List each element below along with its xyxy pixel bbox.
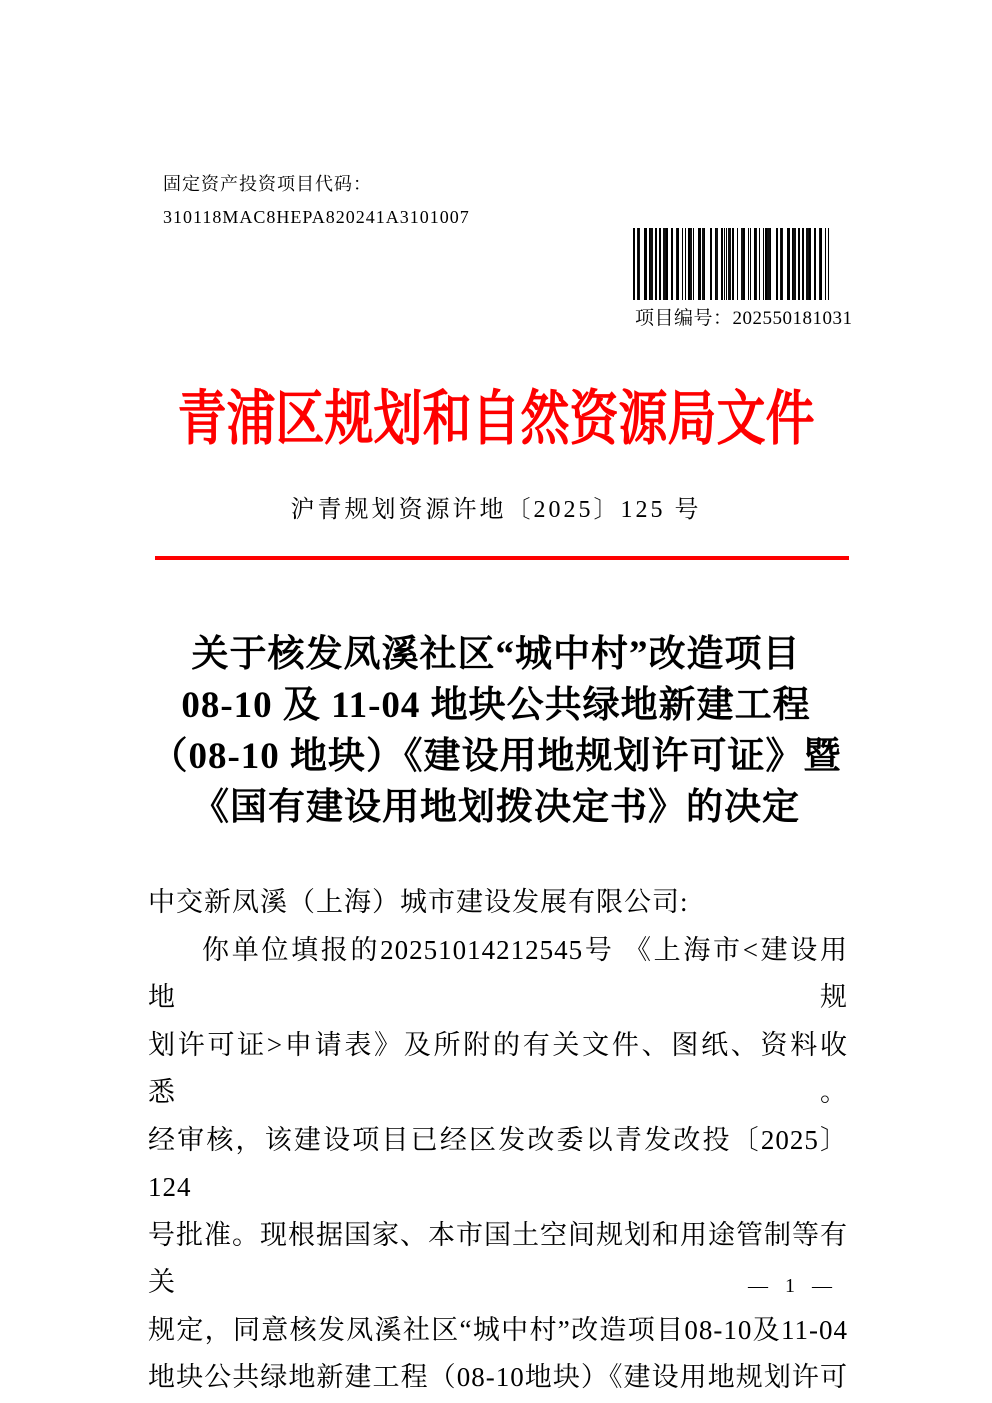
red-divider-rule [155, 556, 849, 560]
project-code-label: 固定资产投资项目代码： [163, 174, 372, 194]
project-code-block [163, 168, 470, 234]
org-title: 青浦区规划和自然资源局文件 [177, 385, 815, 453]
project-code-value: 310118MAC8HEPA820241A3101007 [163, 207, 470, 227]
document-title [0, 629, 992, 833]
doc-number: 沪青规划资源许地〔2025〕125 号 [290, 497, 702, 523]
salutation-line: 中交新凤溪（上海）城市建设发展有限公司: [148, 887, 689, 917]
body-line: 你单位填报的20251014212545号 《上海市<建设用地规 [148, 934, 848, 1012]
document-body [148, 879, 848, 1402]
body-line: 规定，同意核发凤溪社区“城中村”改造项目08-10及11-04 [148, 1314, 848, 1345]
body-line: 经审核，该建设项目已经区发改委以青发改投〔2025〕124 [148, 1124, 848, 1202]
body-line: 号批准。现根据国家、本市国土空间规划和用途管制等有关 [148, 1219, 848, 1297]
barcode-icon [633, 228, 830, 300]
document-title-line: （08-10 地块）《建设用地规划许可证》暨 [150, 736, 842, 777]
barcode-caption: 项目编号：202550181031 [635, 308, 853, 329]
document-title-line: 08-10 及 11-04 地块公共绿地新建工程 [181, 685, 811, 726]
document-title-line: 《国有建设用地划拨决定书》的决定 [192, 787, 800, 828]
document-title-line: 关于核发凤溪社区“城中村”改造项目 [191, 634, 801, 675]
body-line: 地块公共绿地新建工程（08-10地块）《建设用地规划许可 [148, 1362, 848, 1392]
page-number: — 1 — [748, 1275, 832, 1297]
body-line: 划许可证>申请表》及所附的有关文件、图纸、资料收悉。 [148, 1029, 848, 1107]
